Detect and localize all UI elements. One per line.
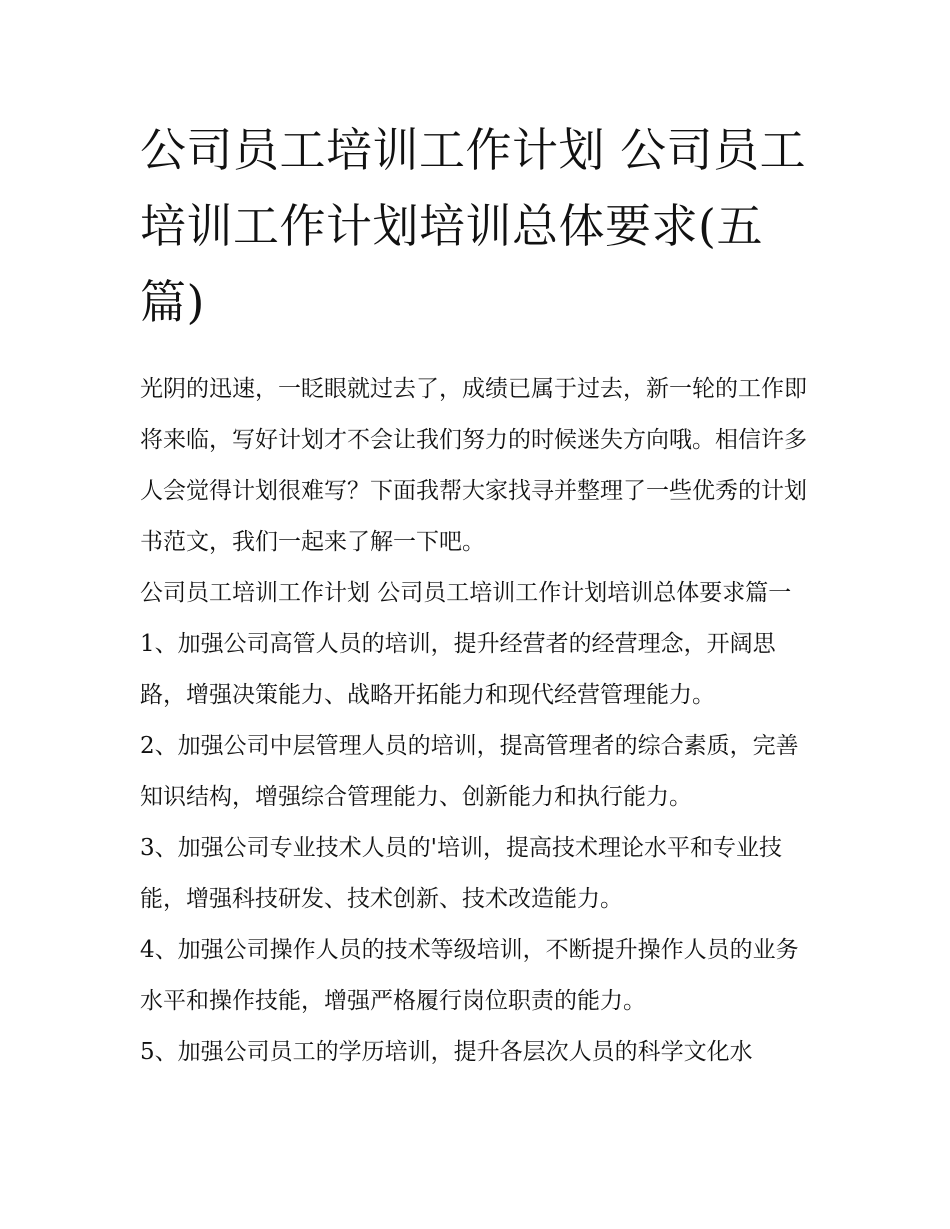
document-page: [140, 112, 820, 1078]
list-item-5: 5、加强公司员工的学历培训，提升各层次人员的科学文化水: [140, 1039, 753, 1065]
document-body: [140, 364, 820, 1078]
list-item-4: 4、加强公司操作人员的技术等级培训，不断提升操作人员的业务水平和操作技能，增强严格履行岗位职责的能力。: [140, 937, 799, 1014]
section-heading: 公司员工培训工作计划 公司员工培训工作计划培训总体要求篇一: [140, 580, 792, 606]
document-title: 公司员工培训工作计划 公司员工培训工作计划培训总体要求(五篇): [140, 123, 807, 329]
list-item-3: 3、加强公司专业技术人员的'培训，提高技术理论水平和专业技能，增强科技研发、技术创新、技术改造能力。: [140, 835, 782, 912]
list-item-2: 2、加强公司中层管理人员的培训，提高管理者的综合素质，完善知识结构，增强综合管理能力、创新能力和执行能力。: [140, 733, 799, 810]
list-item-1: 1、加强公司高管人员的培训，提升经营者的经营理念，开阔思路，增强决策能力、战略开拓能力和现代经营管理能力。: [140, 631, 776, 708]
intro-paragraph: 光阴的迅速，一眨眼就过去了，成绩已属于过去，新一轮的工作即将来临，写好计划才不会让我们努力的时候迷失方向哦。相信许多人会觉得计划很难写？下面我帮大家找寻并整理了一些优秀的计划书范文，我们一起来了解一下吧。: [140, 376, 807, 555]
